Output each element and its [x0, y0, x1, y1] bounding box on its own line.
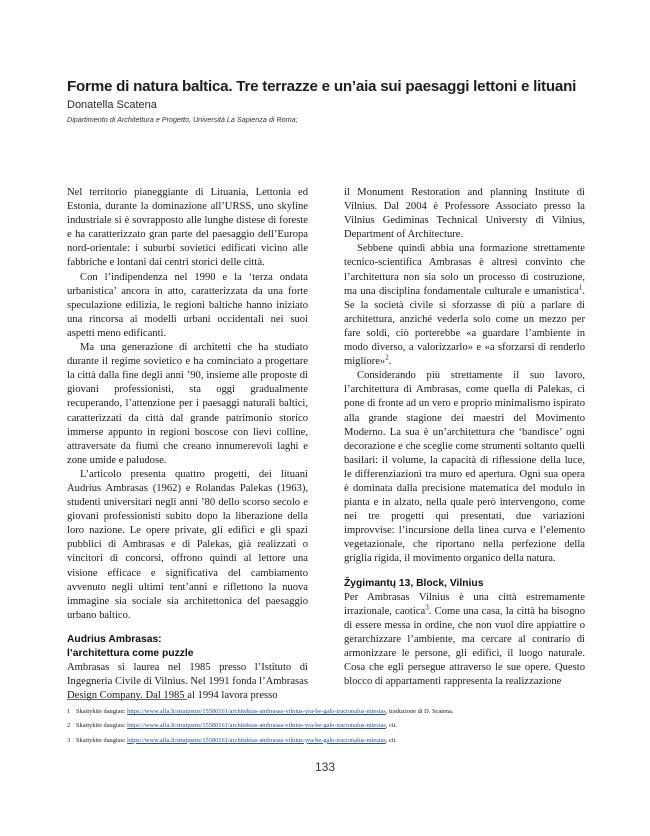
page-number: 133: [314, 760, 336, 774]
footnote-prefix: Skaitykite daugiau:: [76, 708, 128, 715]
footnote-link[interactable]: https://www.alfa.lt/straipsnis/15580161/architektas-ambrasas-vilnius-yra-be-galo-iracionalus-miestas: [127, 736, 386, 744]
paragraph: [344, 591, 585, 690]
paragraph: L’articolo presenta quattro progetti, dei lituani Audrius Ambrasas (1962) e Rolandas Palekas (1963), studenti universitari negli anni ’80 dello scorso secolo e giovani professionisti subito dopo la liberazione della loro nazione. Le opere private, gli edifici e gli spazi pubblici di Ambrasas e di Palekas, già realizzati o vincitori di concorsi, offrono quindi al lettore una visione efficace e significativa del cambiamento avvenuto negli ultimi tent’anni e riflettono la nuova immagine sia sociale sia architettonica del paesaggio urbano baltico.: [67, 468, 308, 621]
text-run: . Se la società civile si sforzasse di più a parlare di architettura, anziché vederla solo come un mezzo per fare soldi, ciò porterebbe «a guardare l’ambiente in modo diverso, a valorizzarlo» e «a sforzarsi di renderlo migliore»: [344, 285, 585, 368]
footnote: [67, 734, 587, 748]
text-run: Per Ambrasas Vilnius è una città estremamente irrazionale, caotica: [344, 591, 585, 617]
footnote-suffix: , cit.: [385, 722, 398, 730]
footnote-suffix: , traduzione di D. Scatena.: [385, 708, 454, 715]
footnote-suffix: , cit.: [385, 736, 398, 744]
text-run: . Come una casa, la città ha bisogno di essere messa in ordine, che non vuol dire appiattire o gerarchizzare l’ambiente, ma cercare al contrario di armonizzare le persone, gli edifici, il luogo naturale. Cosa che egli persegue attraverso le sue opere. Questo blocco di appartamenti rappresenta la realizzazione: [344, 605, 585, 688]
footnote-number: 3: [67, 736, 71, 744]
paragraph: Considerando più strettamente il suo lavoro, l’architettura di Ambrasas, come quella di Palekas, ci pone di fronte ad un vero e proprio minimalismo ispirato alla grande stagione dei maestri del Movimento Moderno. La sua è un’architettura che ‘bandisce’ ogni decorazione e che sceglie come strumenti soltanto quelli basilari: il volume, la capacità di riflessione della luce, le differenziazioni tra muro ed apertura. Ogni sua opera è dominata dalla precisione matematica del modulo in pianta e in alzato, nella quale però intervengono, come nei tre progetti qui presentati, due variazioni improvvise: l’incursione della linea curva e l’elemento vegetazionale, che riportano nella perfezione della griglia rigida, il movimento organico della natura.: [344, 370, 585, 565]
left-column: [67, 186, 308, 703]
footnote-link[interactable]: https://www.alfa.lt/straipsnis/15580161/architektas-ambrasas-vilnius-yra-be-galo-iracionalus-miestas: [127, 722, 386, 730]
paragraph: il Monument Restoration and planning Institute di Vilnius. Dal 2004 è Professore Associato presso la Vilnius Gediminas Technical Universty di Vilnius, Department of Architecture.: [344, 187, 585, 241]
paragraph: [344, 242, 585, 369]
section-subheading: l’architettura come puzzle: [67, 648, 194, 659]
author-affiliation: Dipartimento di Architettura e Progetto, Università La Sapienza di Roma;: [67, 115, 298, 124]
text-run: Sebbene quindi abbia una formazione strettamente tecnico-scientifica Ambrasas è altresì convinto che l’architettura non sia solo un processo di costruzione, ma una disciplina fondamentale culturale e umanistica: [344, 243, 585, 297]
paragraph: Nel territorio pianeggiante di Lituania, Lettonia ed Estonia, durante la dominazione all’URSS, uno skyline industriale si è sovrapposto alle lunghe distese di foreste e ha caratterizzato gran parte del paesaggio dell’Europa nord-orientale: i suburbi sovietici edificati vicino alle fabbriche e lontani dai centri storici delle città.: [67, 187, 308, 269]
section-heading: Žygimantų 13, Block, Vilnius: [344, 577, 484, 589]
footnote-ref[interactable]: 1: [578, 283, 583, 292]
article-header: [67, 78, 607, 124]
section-heading: Audrius Ambrasas:: [67, 633, 162, 645]
footnotes: [67, 705, 587, 748]
footnote-number: 1: [67, 708, 71, 715]
paragraph: Con l’indipendenza nel 1990 e la ‘terza ondata urbanistica’ ancora in atto, caratterizzata da una forte speculazione edilizia, le regioni baltiche hanno iniziato una rincorsa ai modelli urbani occidentali nei suoi aspetti meno edificanti.: [67, 271, 308, 339]
footnote-link[interactable]: https://www.alfa.lt/straipsnis/15580161/architektas-ambrasas-vilnius-yra-be-galo-iracionalus-miestas: [127, 708, 386, 715]
paragraph: Ambrasas si laurea nel 1985 presso l’Istituto di Ingegneria Civile di Vilnius. Nel 1991 fonda l’Ambrasas Design Company. Dal 1985 al 1994 lavora presso: [67, 662, 308, 702]
footnote-number: 2: [67, 722, 71, 730]
author-name: Donatella Scatena: [67, 99, 157, 111]
footnote-ref[interactable]: 2: [385, 353, 389, 362]
right-column: [344, 186, 585, 689]
footnote: [67, 705, 587, 719]
footnote-prefix: Skaitykite daugiau:: [76, 736, 128, 744]
article-title: Forme di natura baltica. Tre terrazze e un’aia sui paesaggi lettoni e lituani: [67, 78, 577, 95]
footnote-prefix: Skaitykite daugiau:: [76, 722, 128, 730]
footnote: [67, 719, 587, 733]
text-run: .: [388, 356, 392, 368]
footnote-ref[interactable]: 3: [425, 603, 429, 612]
paragraph: Ma una generazione di architetti che ha studiato durante il regime sovietico e ha cominciato a progettare la città dalla fine degli anni ’90, insieme alle proposte di giovani professionisti, sta oggi gradualmente recuperando, l’attenzione per i paesaggi naturali baltici, caratterizzati da città dal grande patrimonio storico immerse appunto in regioni boscose con lievi colline, attraversate da fiumi che creano innumerevoli laghi e zone umide e paludose.: [67, 342, 308, 466]
footnote-divider: [67, 699, 187, 700]
